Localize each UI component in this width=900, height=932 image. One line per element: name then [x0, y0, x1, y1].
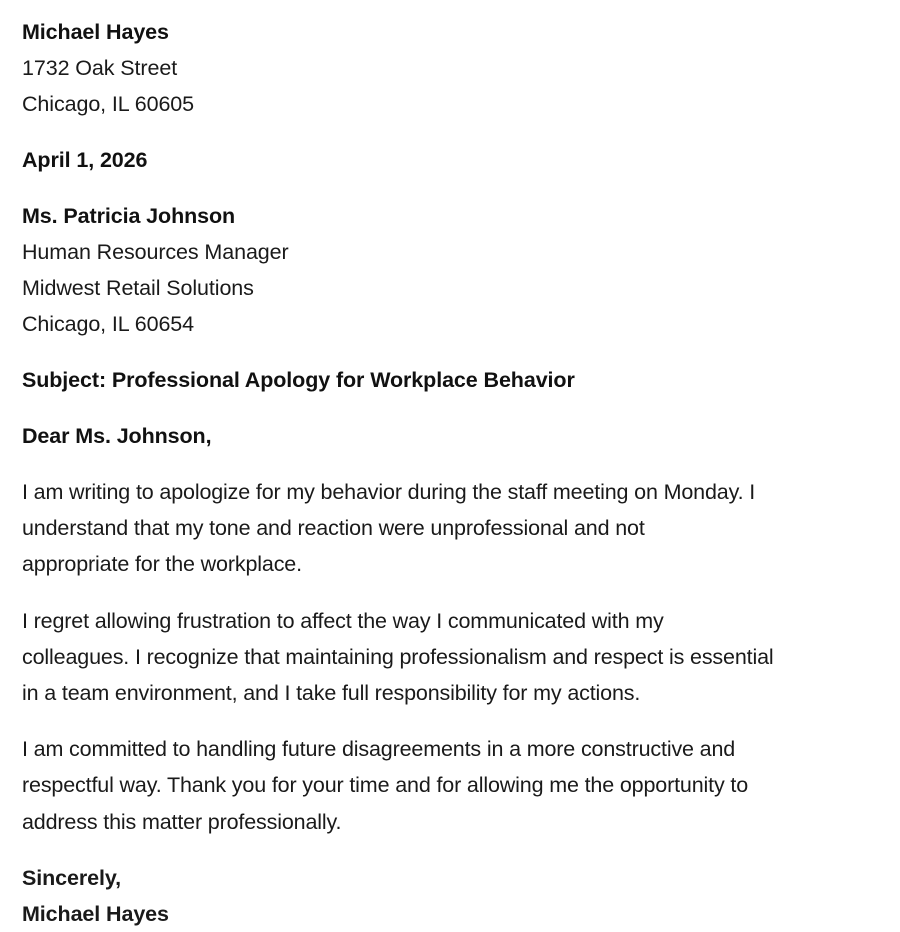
body-paragraph-3	[22, 731, 846, 840]
recipient-title: Human Resources Manager	[22, 240, 289, 264]
body-paragraph-2	[22, 603, 846, 712]
paragraph-line: I am writing to apologize for my behavior during the staff meeting on Monday. I	[22, 480, 756, 504]
sender-street: 1732 Oak Street	[22, 56, 178, 80]
paragraph-line: respectful way. Thank you for your time and for allowing me the opportunity to	[22, 773, 749, 798]
subject-line: Subject: Professional Apology for Workplace Behavior	[22, 368, 575, 392]
paragraph-line: colleagues. I recognize that maintaining professionalism and respect is essential	[22, 644, 774, 669]
sender-name: Michael Hayes	[22, 20, 169, 44]
salutation: Dear Ms. Johnson,	[22, 424, 212, 448]
recipient-city-state-zip: Chicago, IL 60654	[22, 312, 195, 336]
paragraph-line: in a team environment, and I take full responsibility for my actions.	[22, 681, 641, 706]
recipient-address-block	[22, 198, 878, 342]
salutation-block	[22, 418, 878, 454]
subject-block	[22, 362, 878, 398]
body-paragraph-1	[22, 474, 846, 583]
date-block	[22, 142, 878, 178]
sender-address-block	[22, 14, 878, 122]
signature-name: Michael Hayes	[22, 901, 169, 926]
paragraph-line: I regret allowing frustration to affect the way I communicated with my	[22, 608, 664, 633]
recipient-name: Ms. Patricia Johnson	[22, 204, 236, 228]
valediction: Sincerely,	[22, 865, 121, 890]
paragraph-line: appropriate for the workplace.	[22, 552, 302, 577]
recipient-company: Midwest Retail Solutions	[22, 276, 254, 300]
paragraph-line: address this matter professionally.	[22, 809, 342, 834]
letter-date: April 1, 2026	[22, 148, 148, 172]
paragraph-line: I am committed to handling future disagreements in a more constructive and	[22, 737, 736, 762]
paragraph-line: understand that my tone and reaction were unprofessional and not	[22, 516, 645, 541]
sender-city-state-zip: Chicago, IL 60605	[22, 92, 195, 116]
closing-block	[22, 860, 878, 932]
